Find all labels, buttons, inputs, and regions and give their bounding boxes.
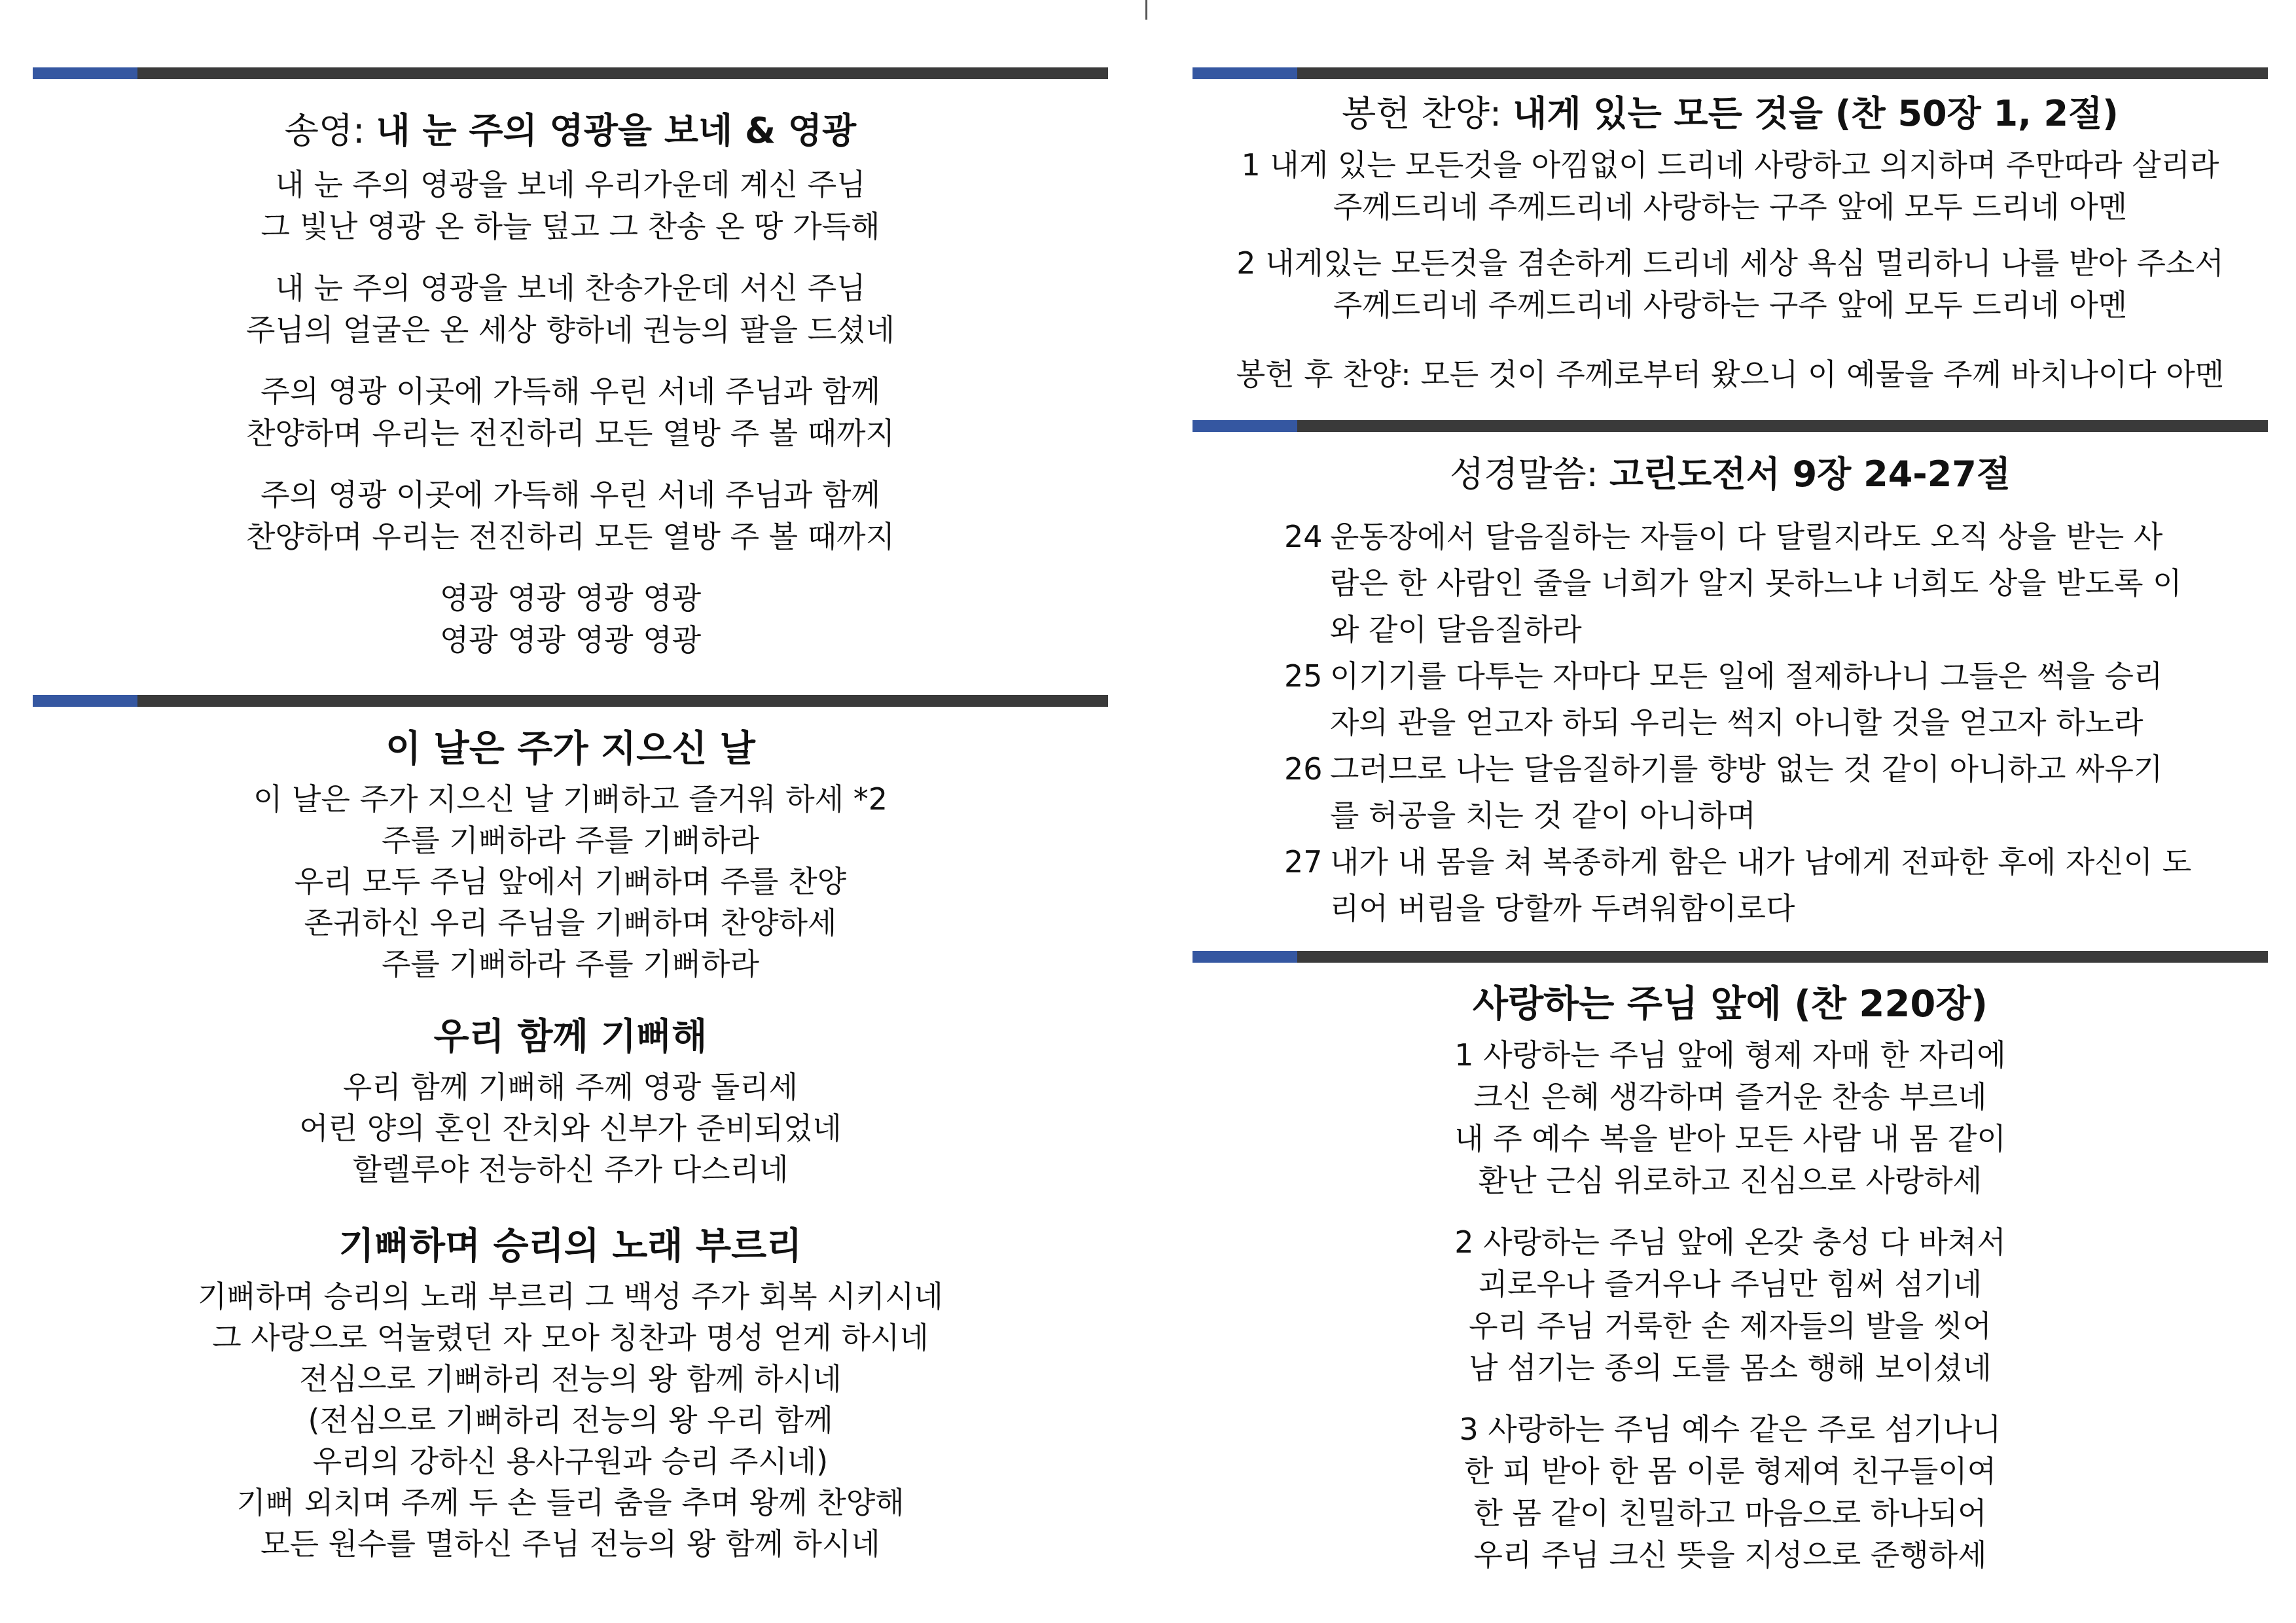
section-divider: [1193, 420, 2268, 432]
lyric-line: 영광 영광 영광 영광: [439, 622, 702, 658]
hymn-title: 사랑하는 주님 앞에 (찬 220장): [1472, 983, 1988, 1026]
verse-27: [1284, 839, 2192, 932]
lyric-line: 한 피 받아 한 몸 이룬 형제여 친구들이여: [1463, 1454, 1997, 1489]
lyric-line: 주를 기뻐하라 주를 기뻐하라: [381, 823, 760, 858]
lyric-line: 주를 기뻐하라 주를 기뻐하라: [381, 946, 760, 982]
post-offering-line: 봉헌 후 찬양: 모든 것이 주께로부터 왔으니 이 예물을 주께 바치나이다 아멘: [1236, 357, 2225, 392]
lyric-line: 내 눈 주의 영광을 보네 찬송가운데 서신 주님: [275, 270, 866, 306]
lyric-line: 존귀하신 우리 주님을 기뻐하며 찬양하세: [304, 905, 837, 940]
scripture-title: 성경말씀: 고린도전서 9장 24-27절: [1449, 454, 2011, 495]
lyric-line: 주의 영광 이곳에 가득해 우린 서네 주님과 함께: [260, 374, 880, 409]
lyric-line: 내 눈 주의 영광을 보네 우리가운데 계신 주님: [275, 167, 866, 202]
verse-number: 24: [1284, 519, 1323, 554]
lyric-line: 우리 주님 거룩한 손 제자들의 발을 씻어: [1469, 1308, 1992, 1344]
verse-line: 내가 내 몸을 쳐 복종하게 함은 내가 남에게 전파한 후에 자신이 도: [1330, 844, 2192, 880]
lyric-line: 할렐루야 전능하신 주가 다스리네: [352, 1152, 789, 1187]
doxology-section: [33, 105, 1108, 661]
lyric-line: 크신 은혜 생각하며 즐거운 찬송 부르네: [1473, 1079, 1987, 1115]
doxology-title: 송영: 내 눈 주의 영광을 보네 & 영광: [284, 110, 857, 151]
lyric-line: 영광 영광 영광 영광: [439, 580, 702, 616]
lyric-line: 찬양하며 우리는 전진하리 모든 열방 주 볼 때까지: [245, 416, 895, 451]
lyric-line: 주의 영광 이곳에 가득해 우린 서네 주님과 함께: [260, 477, 880, 512]
lyric-line: 어린 양의 혼인 잔치와 신부가 준비되었네: [299, 1111, 842, 1146]
lyric-line: 2 사랑하는 주님 앞에 온갖 충성 다 바쳐서: [1454, 1224, 2006, 1260]
lyric-line: 2 내게있는 모든것을 겸손하게 드리네 세상 욕심 멀리하니 나를 받아 주소서: [1236, 245, 2224, 281]
lyric-line: 환난 근심 위로하고 진심으로 사랑하세: [1478, 1163, 1982, 1198]
lyric-line: 전심으로 기뻐하리 전능의 왕 함께 하시네: [299, 1361, 842, 1397]
lyric-line: 모든 원수를 멸하신 주님 전능의 왕 함께 하시네: [260, 1526, 880, 1561]
lyric-line: 주께드리네 주께드리네 사랑하는 구주 앞에 모두 드리네 아멘: [1333, 287, 2128, 323]
lyric-line: 주께드리네 주께드리네 사랑하는 구주 앞에 모두 드리네 아멘: [1333, 189, 2128, 224]
verse-line: 리어 버림을 당할까 두려워함이로다: [1330, 891, 1795, 926]
section-divider: [33, 67, 1108, 79]
lyric-line: 기뻐하며 승리의 노래 부르리 그 백성 주가 회복 시키시네: [197, 1279, 943, 1314]
verse-24: [1284, 514, 2182, 653]
verse-line: 그러므로 나는 달음질하기를 향방 없는 것 같이 아니하고 싸우기: [1330, 751, 2163, 787]
lyric-line: 남 섬기는 종의 도를 몸소 행해 보이셨네: [1469, 1350, 1992, 1385]
verse-line: 와 같이 달음질하라: [1330, 612, 1582, 647]
verse-line: 자의 관을 얻고자 하되 우리는 썩지 아니할 것을 얻고자 하노라: [1330, 705, 2144, 740]
offering-section: [1193, 88, 2268, 395]
song-section: [33, 1217, 1108, 1565]
section-divider: [1193, 951, 2268, 963]
verse-line: 람은 한 사람인 줄을 너희가 알지 못하느냐 너희도 상을 받도록 이: [1330, 565, 2182, 601]
lyric-line: 우리의 강하신 용사구원과 승리 주시네): [312, 1444, 829, 1479]
lyric-line: 찬양하며 우리는 전진하리 모든 열방 주 볼 때까지: [245, 519, 895, 554]
lyric-line: 1 사랑하는 주님 앞에 형제 자매 한 자리에: [1454, 1037, 2006, 1073]
lyric-line: 그 사랑으로 억눌렸던 자 모아 칭찬과 명성 얻게 하시네: [212, 1320, 929, 1355]
lyric-line: 기뻐 외치며 주께 두 손 들리 춤을 추며 왕께 찬양해: [236, 1485, 905, 1520]
scripture-verses: [1284, 514, 2192, 932]
lyric-line: 우리 함께 기뻐해 주께 영광 돌리세: [342, 1069, 798, 1105]
verse-26: [1284, 746, 2163, 839]
verse-25: [1284, 653, 2163, 746]
verse-line: 를 허공을 치는 것 같이 아니하며: [1330, 798, 1756, 833]
verse-number: 25: [1284, 658, 1323, 694]
lyric-line: 그 빛난 영광 온 하늘 덮고 그 찬송 온 땅 가득해: [260, 209, 880, 244]
hymn-section: [1193, 975, 2268, 1576]
verse-number: 26: [1284, 751, 1323, 787]
lyric-line: 3 사랑하는 주님 예수 같은 주로 섬기나니: [1459, 1412, 2001, 1447]
lyric-line: 이 날은 주가 지으신 날 기뻐하고 즐거워 하세 *2: [253, 781, 888, 817]
page-fold-mark: [1145, 0, 1147, 20]
verse-number: 27: [1284, 844, 1323, 880]
verse-line: 이기기를 다투는 자마다 모든 일에 절제하나니 그들은 썩을 승리: [1330, 658, 2163, 694]
section-divider: [33, 695, 1108, 707]
song-title: 우리 함께 기뻐해: [433, 1016, 708, 1058]
lyric-line: 주님의 얼굴은 온 세상 향하네 권능의 팔을 드셨네: [245, 312, 895, 348]
song-section: [33, 720, 1108, 985]
lyric-line: 우리 주님 크신 뜻을 지성으로 준행하세: [1473, 1537, 1987, 1573]
verse-line: 운동장에서 달음질하는 자들이 다 달릴지라도 오직 상을 받는 사: [1330, 519, 2163, 554]
offering-title: 봉헌 찬양: 내게 있는 모든 것을 (찬 50장 1, 2절): [1342, 93, 2119, 134]
song-section: [33, 1008, 1108, 1190]
song-title: 기뻐하며 승리의 노래 부르리: [338, 1225, 802, 1268]
lyric-line: 1 내게 있는 모든것을 아낌없이 드리네 사랑하고 의지하며 주만따라 살리라: [1241, 147, 2219, 183]
scripture-section: [1193, 448, 2268, 501]
lyric-line: 괴로우나 즐거우나 주님만 힘써 섬기네: [1478, 1266, 1982, 1302]
lyric-line: 우리 모두 주님 앞에서 기뻐하며 주를 찬양: [294, 864, 847, 899]
song-title: 이 날은 주가 지으신 날: [386, 728, 755, 770]
section-divider: [1193, 67, 2268, 79]
lyric-line: (전심으로 기뻐하리 전능의 왕 우리 함께: [308, 1402, 833, 1438]
lyric-line: 한 몸 같이 친밀하고 마음으로 하나되어: [1473, 1495, 1987, 1531]
lyric-line: 내 주 예수 복을 받아 모든 사람 내 몸 같이: [1454, 1121, 2006, 1156]
